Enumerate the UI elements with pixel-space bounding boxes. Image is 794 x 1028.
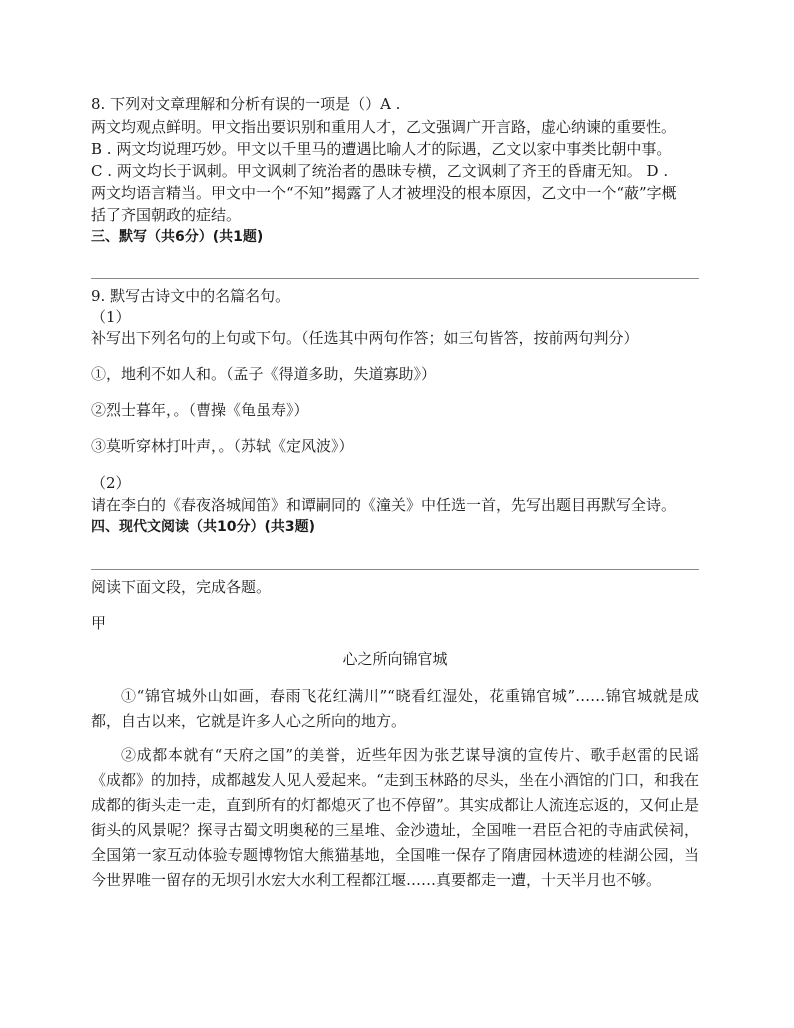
section-divider bbox=[91, 569, 699, 570]
question-9-item-1: ①，地利不如人和。（孟子《得道多助，失道寡助》） bbox=[91, 365, 437, 383]
question-8-option-b: B . 两文均说理巧妙。甲文以千里马的遭遇比喻人才的际遇，乙文以家中事类比朝中事。 bbox=[91, 140, 672, 158]
passage-title: 心之所向锦官城 bbox=[342, 650, 448, 668]
passage-paragraph-2: ②成都本就有“天府之国”的美誉，近些年因为张艺谋导演的宣传片、歌手赵雷的民谣《成都》的加持，成都越发人见人爱起来。“走到玉林路的尽头，坐在小酒馆的门口，和我在成都的街头走一走，直到所有的灯都熄灭了也不停留”。其实成都让人流连忘返的，又何止是街头的风景呢？探寻古蜀文明奥秘的三星堆、金沙遗址，全国唯一君臣合祀的寺庙武侯祠，全国第一家互动体验专题博物馆大熊猫基地，全国唯一保存了隋唐园林遗迹的桂湖公园，当今世界唯一留存的无坝引水宏大水利工程都江堰……真要都走一遭，十天半月也不够。 bbox=[91, 746, 699, 889]
question-8-stem: 8. 下列对文章理解和分析有误的一项是（）A . bbox=[91, 95, 401, 113]
question-9-stem: 9. 默写古诗文中的名篇名句。 bbox=[91, 287, 291, 305]
reading-intro: 阅读下面文段，完成各题。 bbox=[91, 578, 272, 596]
question-9-item-3: ③莫听穿林打叶声，。（苏轼《定风波》） bbox=[91, 437, 354, 455]
section-3-heading: 三、默写（共6分）(共1题) bbox=[91, 229, 264, 245]
passage-label: 甲 bbox=[91, 614, 107, 632]
section-divider bbox=[91, 278, 699, 279]
question-9-sub1-number: （1） bbox=[91, 308, 131, 326]
question-9-sub2-instruction: 请在李白的《春夜洛城闻笛》和谭嗣同的《潼关》中任选一首，先写出题目再默写全诗。 bbox=[91, 496, 677, 514]
question-8-option-a: 两文均观点鲜明。甲文指出要识别和重用人才，乙文强调广开言路，虚心纳谏的重要性。 bbox=[91, 118, 677, 136]
section-4-heading: 四、现代文阅读（共10分）(共3题) bbox=[91, 519, 316, 535]
question-8-option-d-line1: 两文均语言精当。甲文中一个“不知”揭露了人才被埋没的根本原因，乙文中一个“蔽”字概 bbox=[91, 184, 677, 202]
passage-paragraph-1: ①“锦官城外山如画，春雨飞花红满川”“晓看红湿处，花重锦官城”……锦官城就是成都，自古以来，它就是许多人心之所向的地方。 bbox=[91, 687, 699, 730]
question-9-item-2: ②烈士暮年，。（曹操《龟虽寿》） bbox=[91, 401, 309, 419]
question-8-option-d-line2: 括了齐国朝政的症结。 bbox=[91, 206, 242, 224]
question-9-sub1-instruction: 补写出下列名句的上句或下句。（任选其中两句作答；如三句皆答，按前两句判分） bbox=[91, 329, 639, 347]
question-9-sub2-number: （2） bbox=[91, 474, 131, 492]
question-8-option-c: C . 两文均长于讽刺。甲文讽刺了统治者的愚昧专横，乙文讽刺了齐王的昏庸无知。 D . bbox=[91, 162, 669, 180]
